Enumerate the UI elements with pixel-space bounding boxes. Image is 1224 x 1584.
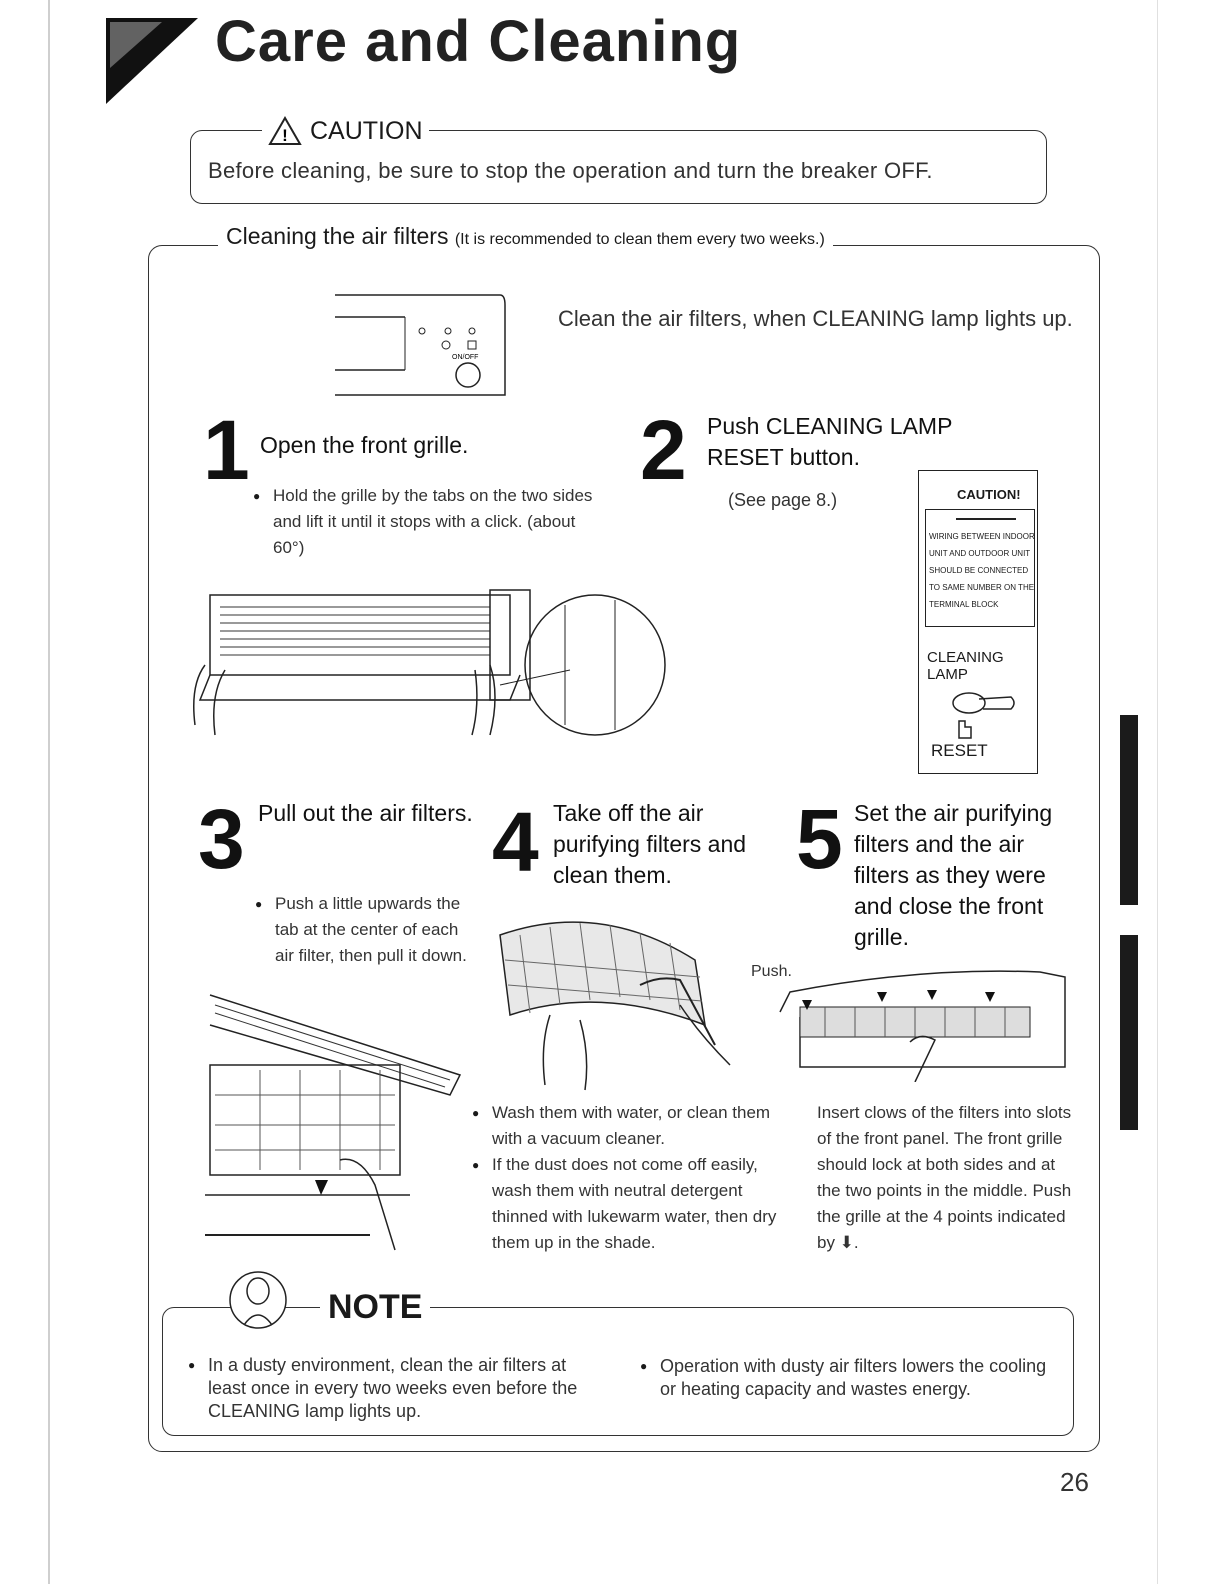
filters-heading [218, 223, 833, 250]
control-panel-illustration [330, 275, 530, 405]
step-4-illustration [490, 905, 740, 1095]
caution-header [262, 116, 429, 146]
page-title: Care and Cleaning [215, 9, 742, 74]
note-right: ● Operation with dusty air filters lowers the cooling or heating capacity and wastes energy. [640, 1355, 1050, 1401]
step-4-bullets: ● Wash them with water, or clean them with a vacuum cleaner. ● If the dust does not come off easily, wash them with neutral detergent thinned with lukewarm water, then dry them up in the shade. [472, 1100, 797, 1256]
step-3-bullet-text: Push a little upwards the tab at the center of each air filter, then pull it down. [275, 894, 467, 965]
step-3-illustration [200, 985, 470, 1265]
step-3-bullet: ● Push a little upwards the tab at the center of each air filter, then pull it down. [255, 891, 477, 969]
step-1-bullet: ● Hold the grille by the tabs on the two sides and lift it until it stops with a click. (about 60°) [253, 483, 603, 561]
title-triangle-icon [102, 6, 202, 116]
unit-label-panel [918, 470, 1038, 774]
wiring-label-box [925, 509, 1035, 627]
note-left: ● In a dusty environment, clean the air filters at least once in every two weeks even before the CLEANING lamp lights up. [188, 1354, 600, 1423]
page-left-edge [48, 0, 50, 1584]
step-4-bullet-2: If the dust does not come off easily, wash them with neutral detergent thinned with lukewarm water, then dry them up in the shade. [492, 1155, 777, 1252]
filters-heading-note: (It is recommended to clean them every two weeks.) [454, 231, 825, 248]
step-2-sub: (See page 8.) [728, 490, 838, 510]
step-4-title: Take off the air purifying filters and clean them. [553, 800, 747, 888]
step-5-illustration [770, 962, 1080, 1082]
wiring-arrow-icon [956, 518, 1016, 520]
note-right-text: Operation with dusty air filters lowers the cooling or heating capacity and wastes energy. [660, 1356, 1047, 1399]
step-3-number: 3 [198, 792, 245, 886]
caution-label: CAUTION [310, 116, 423, 145]
wiring-line-5: TERMINAL BLOCK [929, 600, 999, 609]
cleaning-lamp-label: CLEANING LAMP [927, 649, 1004, 683]
note-person-icon [228, 1263, 288, 1338]
filters-heading-text: Cleaning the air filters [226, 223, 449, 249]
step-4-bullet-1: Wash them with water, or clean them with a vacuum cleaner. [492, 1103, 771, 1148]
step-1-bullet-text: Hold the grille by the tabs on the two sides and lift it until it stops with a click. (about 60°) [273, 486, 593, 557]
step-1-illustration [190, 585, 670, 775]
caution-text: Before cleaning, be sure to stop the operation and turn the breaker OFF. [208, 158, 933, 183]
step-1-title: Open the front grille. [260, 432, 469, 458]
step-5-title: Set the air purifying filters and the air filters as they were and close the front grille. [854, 800, 1053, 950]
step-2-title: Push CLEANING LAMP RESET button. [707, 413, 953, 470]
page-right-edge [1157, 0, 1158, 1584]
note-left-text: In a dusty environment, clean the air filters at least once in every two weeks even before the CLEANING lamp lights up. [208, 1355, 578, 1421]
step-2-number: 2 [640, 403, 687, 497]
step-5-number: 5 [796, 792, 843, 886]
step-5-push-label: Push. [751, 963, 792, 980]
wiring-line-3: SHOULD BE CONNECTED [929, 566, 1029, 575]
filters-intro: Clean the air filters, when CLEANING lamp lights up. [558, 306, 1073, 331]
side-tab-lower [1120, 935, 1138, 1130]
page-number: 26 [1060, 1467, 1089, 1497]
svg-text:!: ! [282, 126, 288, 145]
note-title: NOTE [320, 1288, 430, 1327]
step-4-number: 4 [492, 795, 539, 889]
panel-onoff-label: ON/OFF [452, 354, 479, 361]
step-1-number: 1 [203, 403, 250, 497]
wiring-line-1: WIRING BETWEEN INDOOR [929, 532, 1035, 541]
side-tab-upper [1120, 715, 1138, 905]
step-5-text: Insert clows of the filters into slots of the front panel. The front grille should lock at both sides and at the two points in the middle. Push the grille at the 4 points indicated by ⬇. [817, 1103, 1072, 1252]
wiring-line-2: UNIT AND OUTDOOR UNIT [929, 549, 1031, 558]
step-3-title: Pull out the air filters. [258, 800, 473, 826]
reset-hand-icon [939, 683, 1019, 743]
wiring-line-4: TO SAME NUMBER ON THE [929, 583, 1035, 592]
warning-icon [268, 116, 302, 146]
label-caution: CAUTION! [957, 487, 1021, 502]
reset-label[interactable]: RESET [931, 741, 988, 760]
